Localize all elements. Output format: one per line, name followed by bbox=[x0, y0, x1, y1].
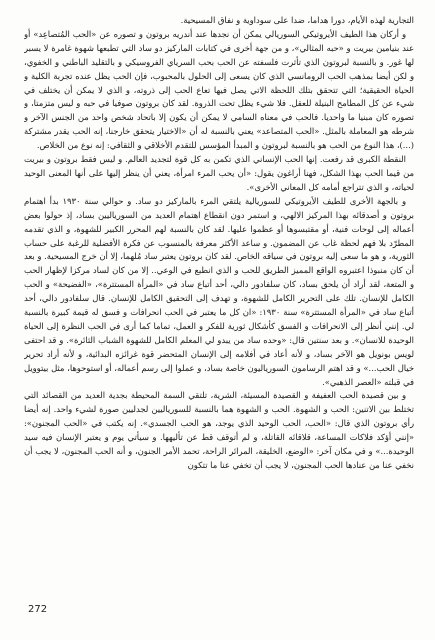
body-text bbox=[24, 14, 414, 599]
page-number: 272 bbox=[28, 604, 48, 615]
paragraph-2: و أركان هذا الطيف الأيروتيكي السوريالي يمكن أن نجدها عند أندريه بروتون و تصوره عن «الحب المُتصاعِد» أو عند بنيامين بيريت و «حبه المثالي»، و من جهة أخرى في كتابات الماركيز دو ساد التي تطبعها شهوة غامرة لا يسبر لها غور. و بالنسبة لبروتون الذي تأثرت فلسفته عن الحب بحب السرياي الفروسيكي و بالتقليد الباطني و الخفوي، و لكن أيضا بمذهب الحب الرومانسي الذي كان يسعى إلى الحلول بالمحبوب، فإن الحب يظل عنده تجربة الكلية و الحياة الحقيقية؛ التي تتحقق بتلك اللحظة الاتي يصل فيها تعاع الحب إلى ذروته، و الذي لا يمكن أن يختلف في شيء عن كل المطامح البنيلة للعقل. فلا شيء يظل تحت الذروة. لقد كان بروتون صوفيا في حبه و ليس متزمتا، و تصوره كان مبنيا ما واحديا. فالحب في معناه السامي لا يمكن أن يكون إلا باتحاد شخص واحد من الجنس الآخر و شرطه هو المعاملة بالمثل. «الحب المتصاعد» يعني بالنسبة له أن «الاختيار يتحقق خارجنا، إنه الحب يقدر مشتركة (...)، هذا النوع من الحب هو بالنسبة لبروتون و المبدأ المؤسس للتقدم الأخلاقي و الثقافي: إنه نوع من الخلاص. bbox=[24, 28, 414, 151]
paragraph-5: و بين قصيدة الحب العفيفة و القصيدة المسيئة، الشرية، تلتقي السمة المحيطة بجدية العديد من القصائد التي تختلط بين الاتنين: الحب و الشهوة. الحب و الشهوة هما بالنسبة للسورياليين لجدليين صورة لشيء واحد. إنه أيضا رأي بروتون الذي قال: «الحب، الحب الوحيد الذي يوجد، هو الحب الجسدي». إنه يكتب في «الحب المجنون»: «إنني أؤكد فلاكات المساعة، قلاقائه القاتلة، و لم أتوقف قط عن تأليهها. و سيأتي يوم و يعتبر الإنسان فيه سيد الوحيدة...» و في مكان آخر: «الوضع، الخليقة، المرائر الراحة، تحمد الأمر الجنون، و أنه الحب المجنون، لا يجب أن نخفي عنا من عنادها الحب المجنون، لا يجب أن تخفي عنا ما تتكون bbox=[24, 390, 414, 470]
paragraph-1: التجارية لهذه الأيام، دورا هداما، ضدا على سوداوية و نفاق المسيحية. bbox=[180, 15, 414, 25]
paragraph-3: النقطة الكبرى قد رفعت. إنها الحب الإنساني الذي تكمن به كل قوة لتجديد العالم. و ليس فقط بروتون و بيريت من قيما الحب بهذا الشكل، فهنا أراغون يقول: «أن يحب المرء امرأة، يعني أن ينظر إليها على أنها المعنى الوحيد لحياته، و الذي تتراجع أمامه كل المعاني الأخرى». bbox=[24, 154, 414, 192]
paragraph-4: و بالجهة الأخرى للطيف الأيروتيكي للسوريالية يلتقي المرء بالماركيز دو ساد. و حوالي سنة ١٩٣٠ بدأ اهتمام بروتون و أصدقائه بهذا المركيز الالهي، و استمر دون انقطاع اهتمام العديد من السورياليين بساد، إذ حولوا بعض أعماله إلى لوحات فنية، أو مقتبسوها أو عظموا عليها. لقد كان بالنسبة لهم المحرر الكبير للشهوة، و الذي تقدمه المطرّد بلا فهم لحظة غاب عن المضمون. و ساعد الأكثر معرفة بالمنسوب عن فكرة الأفضلية للرغبة على حساب الثورية، و هو ما سعى إليه بروتون في سياقه الخاص. لقد كان بروتون يعتبر ساد مُلهما، إلا أن خرج المسيحية. و بعد أن كان منبوذا اعتبروه الواقع المميز الطريق للحب و الذي انطبع في الوعي.. إلا من كان لساد مركزا لإظهار الحب و المتعة، لقد أراد أن يلحق بساد، كان سلفادور دالي، أحد أتباع ساد في «المرأة المستترة»، «الفضيحة» و الحب الكامل للإنسان. تلك على التحرير الكامل للشهوة، و تهدف إلى التحقيق الكامل للإنسان. قال سلفادور دالي، أحد أتباع ساد في «المرأة المستترة» سنة ١٩٣٠: «ان كل ما يعتبر في الحب انحرافات و فسق له قيمة كبيرة بالنسبة لي. إنني أنظر إلى الانحرافات و الفسق كأشكال ثورية للفكر و العمل، تماما كما أرى في الحب النظرة إلى الحياة الوحيدة للانسان». و بعد سنتين قال: «وحده ساد من يبدو لي المعلم الكامل للشهوة الشباب الثائرة». و قد احتفى لويس بونويل هو الآخر بساد، و لأنه أعاد في أفلامه إلى الإنسان المتحضر قوة غرائزه البدائية، و لأنه أراد تحرير خيال الحب...» و قد اهتم الرسامون السورياليون خاصة بساد، و عملوا إلى رسم أعماله، أو استوحوها، مثل بيتوويل في قبلته «العصر الذهبي». bbox=[24, 195, 414, 387]
